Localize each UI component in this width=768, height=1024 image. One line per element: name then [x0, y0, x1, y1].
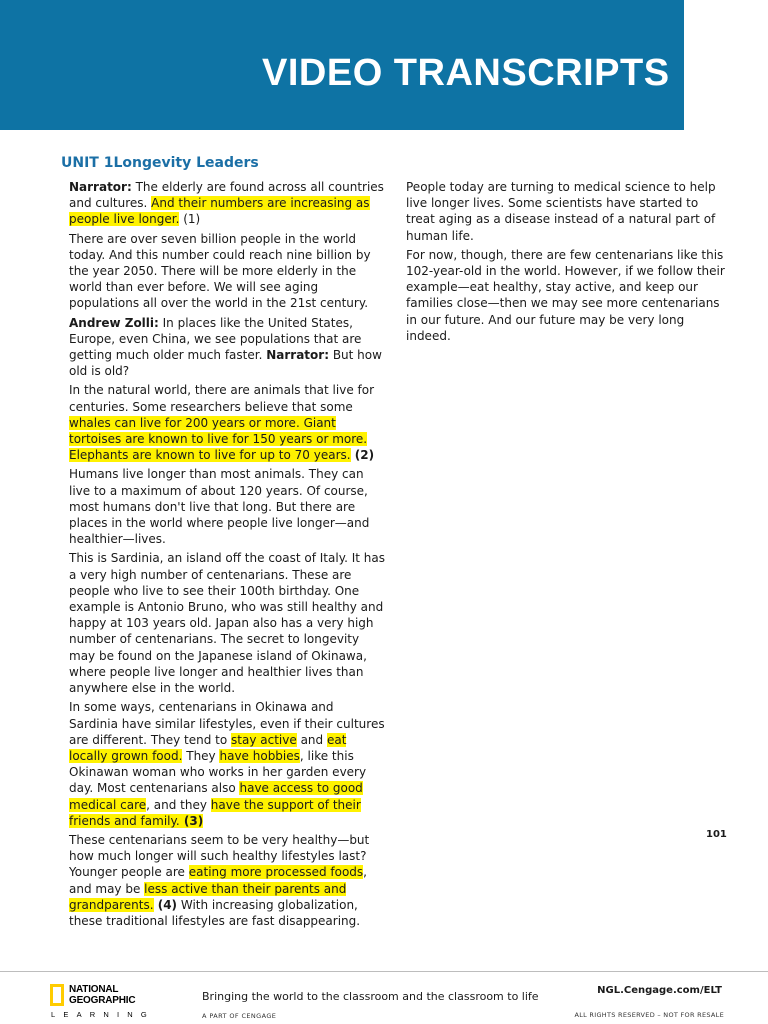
footer-tagline: Bringing the world to the classroom and the classroom to life [202, 990, 539, 1003]
speaker-label: Andrew Zolli: [69, 315, 159, 330]
reference-number: (2) [350, 448, 375, 463]
reference-number: (4) [153, 897, 178, 912]
highlight: have access to good medical care [69, 781, 363, 812]
reference-number: (3) [179, 813, 204, 828]
highlight: have the support of their friends and family. [69, 797, 361, 828]
reference-number: (1) [179, 212, 201, 227]
logo-learning-text: LEARNING [51, 1010, 155, 1019]
unit-title: UNIT 1Longevity Leaders [61, 155, 259, 171]
yellow-frame-icon [50, 984, 64, 1006]
highlight: stay active [231, 732, 297, 747]
page-number: 101 [706, 829, 727, 840]
footer-cengage: A PART OF CENGAGE [202, 1012, 277, 1020]
footer-website-link[interactable]: NGL.Cengage.com/ELT [597, 985, 722, 996]
highlight: less active than their parents and grandparents. [69, 881, 347, 912]
national-geographic-logo [50, 984, 160, 1020]
paragraph: Andrew Zolli: In places like the United States, Europe, even China, we see populations that are getting much older much faster. Narrator: But how old is old? [69, 315, 382, 379]
paragraph: Narrator: The elderly are found across all countries and cultures. And their numbers are increasing as people live longer. (1) [69, 180, 384, 227]
speaker-label: Narrator: [69, 180, 132, 194]
paragraph: People today are turning to medical science to help live longer lives. Some scientists have started to treat aging as a disease instead of a natural part of human life. [406, 180, 716, 243]
paragraph: In some ways, centenarians in Okinawa and Sardinia have similar lifestyles, even if their cultures are different. They tend to stay active and eat locally grown food. They have hobbies, like this Okinawan woman who works in her garden every day. Most centenarians also have access to good medical care, and they have the support of their friends and family. (3) [69, 700, 385, 828]
paragraph: These centenarians seem to be very healthy—but how much longer will such healthy lifestyles last? Younger people are eating more processed foods, and may be less active than their parents and grandparents. (4) With increasing globalization, these traditional lifestyles are fast disappearing. [69, 832, 370, 928]
logo-text: NATIONAL [69, 984, 119, 995]
page-title: VIDEO TRANSCRIPTS [262, 52, 670, 94]
highlight: And their numbers are increasing as people live longer. [69, 196, 370, 227]
right-column [406, 179, 726, 347]
header-banner [0, 0, 684, 130]
paragraph: For now, though, there are few centenarians like this 102-year-old in the world. However, if we follow their example—eat healthy, stay active, and keep our families close—then we may see more centenarians in our future. And our future may be very long indeed. [406, 247, 725, 343]
speaker-label: Narrator: [266, 348, 329, 363]
paragraph: This is Sardinia, an island off the coast of Italy. It has a very high number of centenarians. These are people who live to see their 100th birthday. One example is Antonio Bruno, who was still healthy and happy at 103 years old. Japan also has a very high number of centenarians. The secret to longevity may be found on the Japanese island of Okinawa, where people live longer and healthier lives than anywhere else in the world. [69, 551, 385, 696]
paragraph: There are over seven billion people in the world today. And this number could reach nine billion by the year 2050. There will be more elderly in the world than ever before. We will see aging populations all over the world in the 21st century. [69, 231, 371, 311]
highlight: have hobbies [219, 748, 300, 763]
paragraph: Humans live longer than most animals. They can live to a maximum of about 120 years. Of course, most humans don't live that long. But there are places in the world where people live longer—and healthier—lives. [69, 467, 370, 547]
logo-text: GEOGRAPHIC [69, 995, 136, 1006]
left-column [69, 179, 385, 932]
footer-divider [0, 971, 768, 972]
highlight: eating more processed foods [188, 865, 364, 880]
paragraph: In the natural world, there are animals that live for centuries. Some researchers believe that some whales can live for 200 years or more. Giant tortoises are known to live for 150 years or more. Elephants are known to live for up to 70 years. (2) [69, 383, 375, 463]
highlight: eat locally grown food. [69, 732, 347, 763]
highlight: whales can live for 200 years or more. Giant tortoises are known to live for 150 years or more. Elephants are known to live for up to 70 years. [69, 415, 368, 463]
footer-rights: ALL RIGHTS RESERVED – NOT FOR RESALE [574, 1011, 724, 1019]
